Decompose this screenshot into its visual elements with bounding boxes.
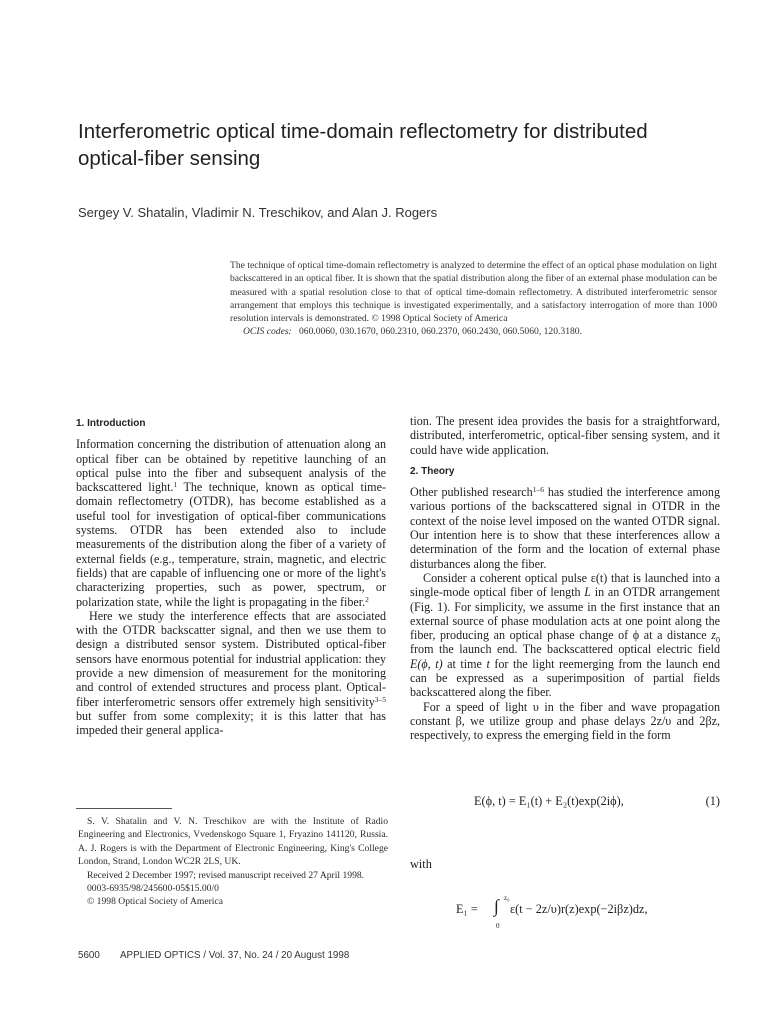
- paper-title: Interferometric optical time-domain reflectometry for distributed optical-fiber sensing: [78, 120, 648, 170]
- intro-p2-text-a: Here we study the interference effects that are associated with the OTDR backscatter signal, and then we use them to design a distributed sensor system. Distributed optical-fiber sensors have enormous potential for industrial application: they provide a new dimension of measurement for the monitoring and control of extended structures and process plant. Optical-fiber interferometric sensors offer extremely high sensitivity: [76, 608, 386, 709]
- citation-ref: 1–6: [532, 485, 544, 495]
- intro-paragraph-1: [76, 437, 386, 609]
- equation-1: [410, 794, 720, 812]
- journal-footer: APPLIED OPTICS / Vol. 37, No. 24 / 20 August 1998: [120, 950, 350, 961]
- math-symbol: z: [711, 628, 716, 643]
- citation-ref: 2: [365, 594, 369, 604]
- integral-upper-limit: z₀: [504, 894, 510, 902]
- intro-paragraph-2: [76, 609, 386, 738]
- footnote-received: Received 2 December 1997; revised manuscript received 27 April 1998.: [87, 869, 365, 881]
- integral-sign: ∫: [494, 896, 499, 916]
- citation-ref: 3–5: [374, 694, 386, 704]
- footnote-affiliations: S. V. Shatalin and V. N. Treschikov are with the Institute of Radio Engineering and Electronics, Vvedenskogo Square 1, Fryazino 141120, Russia. A. J. Rogers is with the Department of Electronic Engineering, King's College London, Strand, London WC2R 2LS, UK.: [78, 816, 388, 868]
- with-text: with: [410, 857, 432, 871]
- integral-lower-limit: 0: [496, 922, 500, 930]
- math-symbol: t: [486, 656, 490, 671]
- intro-continuation: tion. The present idea provides the basis for a straightforward, distributed, interferometric, optical-fiber sensing system, and it could have wide application.: [410, 414, 720, 457]
- footnote-rule: [76, 808, 172, 809]
- citation-ref: 1: [173, 480, 178, 490]
- math-symbol: L: [584, 585, 592, 600]
- equation-2-rhs: ε(t − 2z/υ)r(z)exp(−2iβz)dz,: [510, 902, 648, 916]
- theory-p2-text: Consider a coherent optical pulse ε(t) that is launched into a single-mode optical fiber of length: [410, 570, 720, 600]
- theory-p2-text: in an OTDR arrangement (Fig. 1). For simplicity, we assume in the first instance that an external source of phase modulation acts at one point along the fiber, producing an optical phase change of ϕ at a distance: [410, 585, 720, 643]
- theory-paragraph-3: For a speed of light υ in the fiber and wave propagation constant β, we utilize group and phase delays 2z/υ and 2βz, respectively, to express the emerging field in the form: [410, 699, 720, 743]
- section-heading-theory: 2. Theory: [410, 465, 455, 477]
- equation-2-lhs: E₁ =: [456, 902, 478, 916]
- equation-1-number: (1): [705, 794, 720, 808]
- ocis-label: OCIS codes:: [243, 326, 292, 338]
- math-subscript: 0: [716, 635, 720, 645]
- left-column: [76, 414, 386, 738]
- page-number: 5600: [78, 950, 100, 961]
- equation-2: [410, 894, 720, 930]
- equation-1-expression: E(ϕ, t) = E₁(t) + E₂(t)exp(2iϕ),: [474, 794, 624, 808]
- intro-p1-text-a: Information concerning the distribution of attenuation along an optical fiber can be obtained by repetitive launching of an optical pulse into the fiber and subsequent analysis of the backscattered light.: [76, 437, 386, 495]
- intro-p1-text-b: The technique, known as optical time-domain reflectometry (OTDR), has become established as a useful tool for investigation of optical-fiber communications systems. OTDR has been extended also to include measurements of the distribution along the fiber of a variety of external fields (e.g., temperature, strain, magnetic, and electric fields) that are capable of influencing one or more of the light's characterizing properties, such as power, spectrum, or polarization state, while the light is propagating in the fiber.: [76, 480, 386, 609]
- footnote-copyright: © 1998 Optical Society of America: [87, 896, 223, 908]
- abstract-text: The technique of optical time-domain reflectometry is analyzed to determine the effect of an optical phase modulation on light backscattered in an optical fiber. It is shown that the spatial distribution along the fiber of an external phase modulation can be measured with a spatial resolution close to that of optical time-domain reflectometry. A distributed interferometric sensor arrangement that employs this technique is investigated experimentally, and a satisfactory interrogation of more than 1000 resolution intervals is demonstrated. © 1998 Optical Society of America: [230, 260, 717, 325]
- author-list: Sergey V. Shatalin, Vladimir N. Treschikov, and Alan J. Rogers: [78, 205, 438, 220]
- ocis-codes: [230, 325, 717, 338]
- section-heading-introduction: 1. Introduction: [76, 418, 146, 429]
- theory-p2-text: at time: [442, 656, 487, 671]
- math-symbol: E(ϕ, t): [410, 656, 443, 671]
- theory-p1-text-b: has studied the interference among various portions of the backscattered signal in OTDR in the context of the noise level imposed on the wanted OTDR signal. Our intention here is to show that these interferences allow a determination of the form and the location of external phase disturbances along the fiber.: [410, 485, 720, 571]
- intro-p2-text-b: but suffer from some complexity; it is this latter that has impeded their general applica-: [76, 708, 386, 738]
- footnote-code: 0003-6935/98/245600-05$15.00/0: [87, 883, 219, 895]
- ocis-values: 060.0060, 030.1670, 060.2310, 060.2370, 060.2430, 060.5060, 120.3180.: [298, 326, 582, 338]
- abstract: [230, 259, 717, 339]
- right-column: [410, 414, 720, 743]
- theory-paragraph-1: [410, 485, 720, 571]
- theory-p1-text-a: Other published research: [410, 485, 533, 500]
- theory-paragraph-2: [410, 571, 720, 700]
- theory-p2-text: for the light reemerging from the launch end can be expressed as a superimposition of partial fields backscattered along the fiber.: [410, 656, 720, 700]
- footnote: [78, 815, 388, 909]
- theory-p2-text: from the launch end. The backscattered optical electric field: [410, 642, 720, 657]
